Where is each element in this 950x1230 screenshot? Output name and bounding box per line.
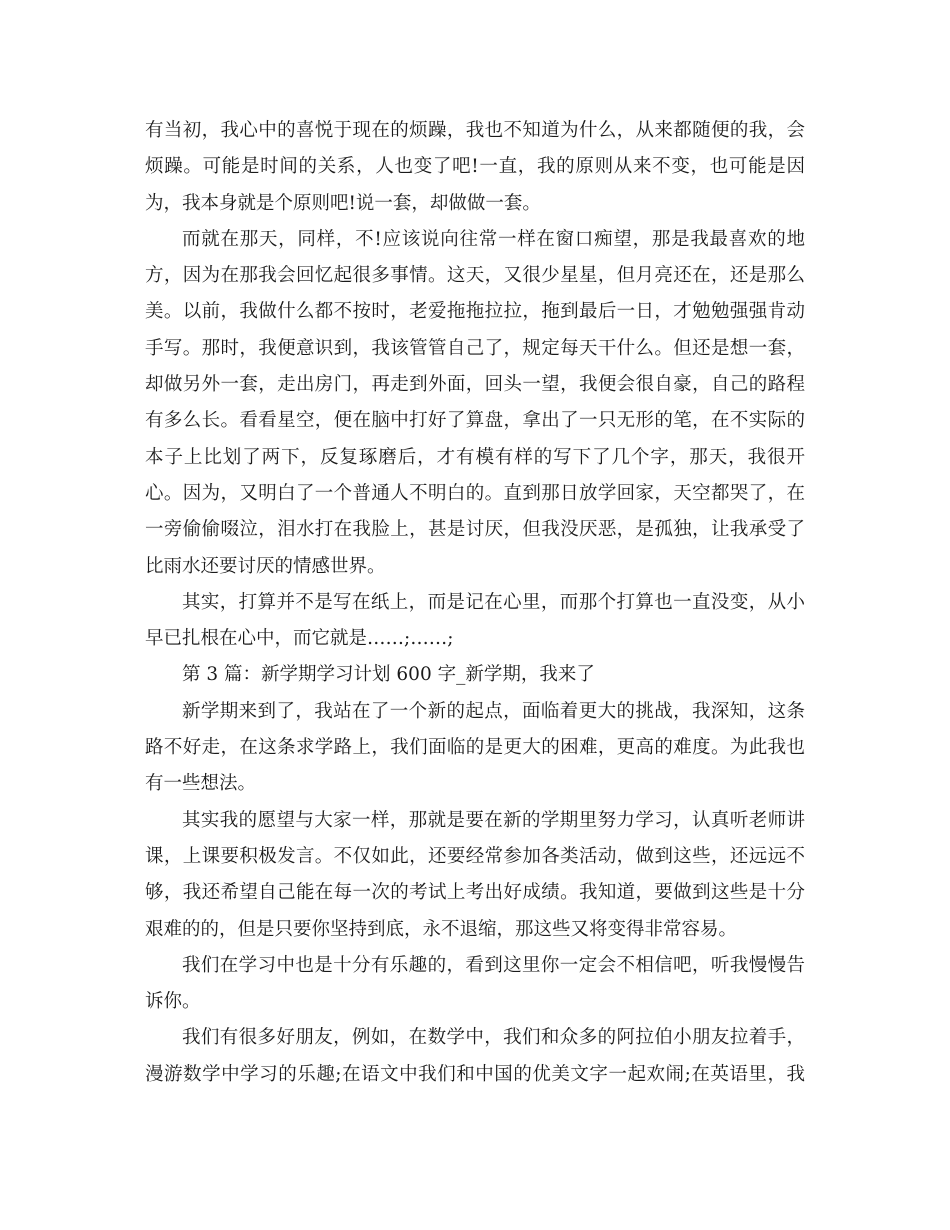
text-line: 艰难的的，但是只要你坚持到底，永不退缩，那这些又将变得非常容易。 [145,918,738,940]
text-line: 心。因为，又明白了一个普通人不明白的。直到那日放学回家，天空都哭了，在 [145,482,805,504]
text-line: 课，上课要积极发言。不仅如此，还要经常参加各类活动，做到这些，还远远不 [145,845,805,867]
document-body [145,113,805,1093]
text-line: 我们有很多好朋友，例如，在数学中，我们和众多的阿拉伯小朋友拉着手， [182,1027,805,1049]
text-line: 比雨水还要讨厌的情感世界。 [145,555,386,577]
text-line: 为，我本身就是个原则吧!说一套，却做做一套。 [145,192,541,214]
text-line: 第 3 篇：新学期学习计划 600 字_新学期，我来了 [182,664,595,686]
text-line: 有一些想法。 [145,773,257,795]
text-line: 美。以前，我做什么都不按时，老爱拖拖拉拉，拖到最后一日，才勉勉强强肯动 [145,301,805,323]
text-line: 新学期来到了，我站在了一个新的起点，面临着更大的挑战，我深知，这条 [182,700,805,722]
text-line: 够，我还希望自己能在每一次的考试上考出好成绩。我知道，要做到这些是十分 [145,882,805,904]
text-line: 其实我的愿望与大家一样，那就是要在新的学期里努力学习，认真听老师讲 [182,809,805,831]
text-line: 我们在学习中也是十分有乐趣的，看到这里你一定会不相信吧，听我慢慢告 [182,954,805,976]
text-line: 方，因为在那我会回忆起很多事情。这天，又很少星星，但月亮还在，还是那么 [145,265,805,287]
text-line: 而就在那天，同样，不!应该说向往常一样在窗口痴望，那是我最喜欢的地 [182,228,805,250]
text-line: 漫游数学中学习的乐趣;在语文中我们和中国的优美文字一起欢闹;在英语里，我 [145,1063,805,1085]
text-line: 本子上比划了两下，反复琢磨后，才有模有样的写下了几个字，那天，我很开 [145,446,805,468]
text-line: 一旁偷偷啜泣，泪水打在我脸上，甚是讨厌，但我没厌恶，是孤独，让我承受了 [145,519,805,541]
text-line: 有多么长。看看星空，便在脑中打好了算盘，拿出了一只无形的笔，在不实际的 [145,410,805,432]
text-line: 却做另外一套，走出房门，再走到外面，回头一望，我便会很自豪，自己的路程 [145,374,805,396]
text-line: 有当初，我心中的喜悦于现在的烦躁，我也不知道为什么，从来都随便的我，会 [145,120,805,141]
text-line: 烦躁。可能是时间的关系，人也变了吧!一直，我的原则从来不变，也可能是因 [145,156,805,178]
text-line: 手写。那时，我便意识到，我该管管自己了，规定每天干什么。但还是想一套， [145,337,805,359]
text-line: 早已扎根在心中，而它就是……;……; [145,628,454,650]
text-line: 其实，打算并不是写在纸上，而是记在心里，而那个打算也一直没变，从小 [182,591,805,613]
text-line: 诉你。 [145,991,201,1013]
text-line: 路不好走，在这条求学路上，我们面临的是更大的困难，更高的难度。为此我也 [145,737,805,759]
